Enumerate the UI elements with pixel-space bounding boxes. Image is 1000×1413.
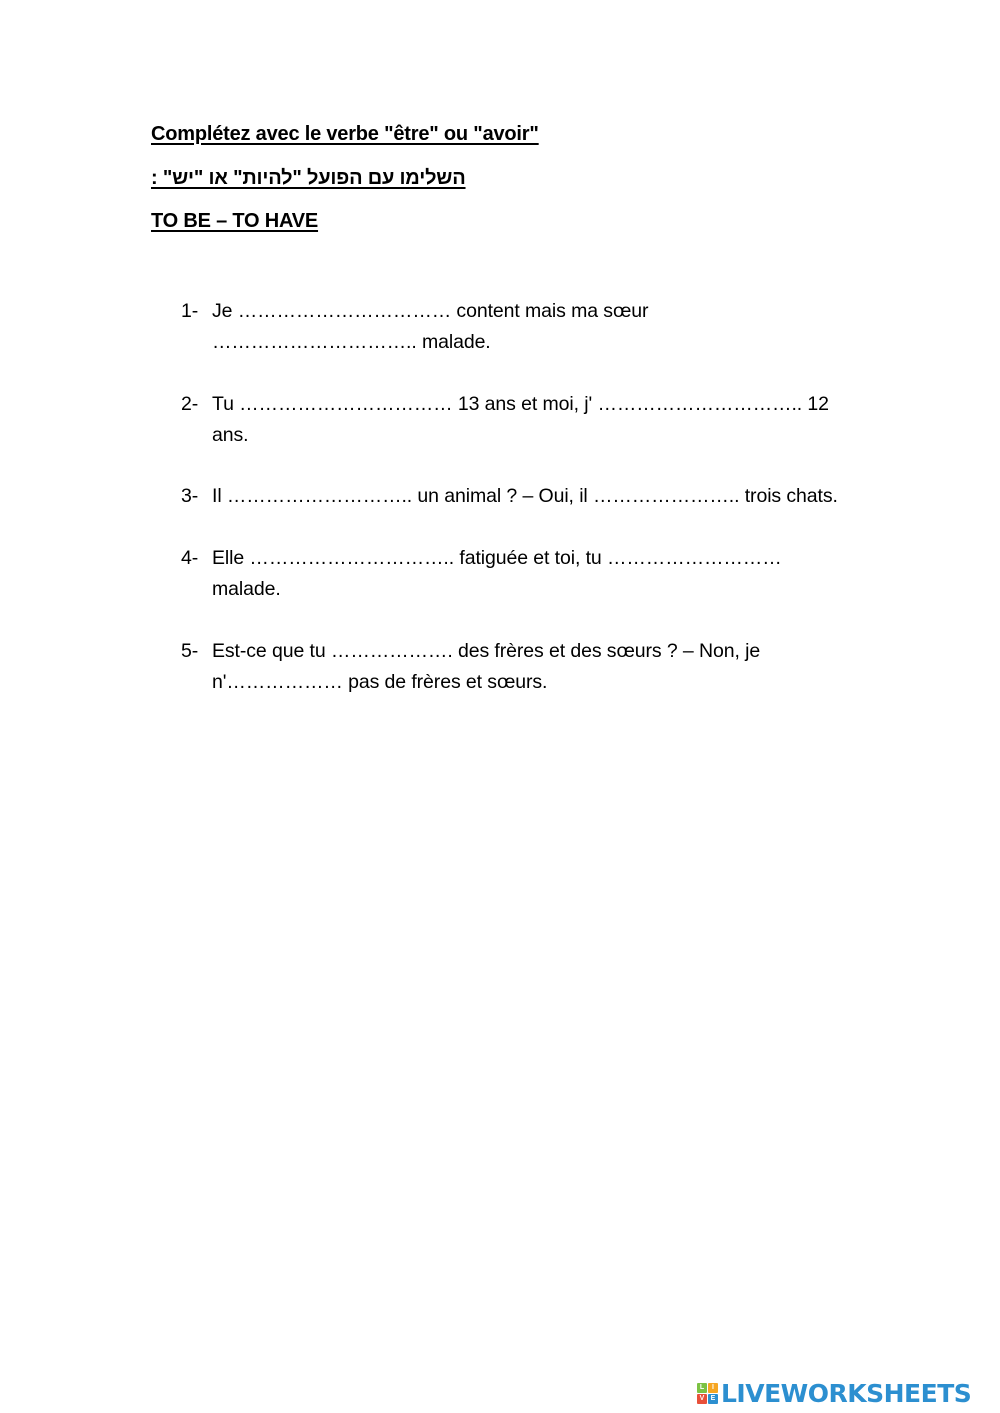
exercise-number: 1- — [181, 300, 199, 322]
exercise-text: Il ……………………….. un animal ? – Oui, il ………………….. trois chats. — [212, 485, 838, 507]
exercise-item-4 — [181, 543, 841, 605]
heading-english: TO BE – TO HAVE — [151, 210, 319, 232]
logo-tile-e: E — [708, 1394, 718, 1404]
exercise-text: Elle ………………………….. fatiguée et toi, tu ……………………… malade. — [212, 547, 782, 600]
heading-hebrew: השלימו עם הפועל "להיות" או "יש" : — [151, 167, 466, 189]
exercise-number: 3- — [181, 485, 199, 507]
liveworksheets-logo — [697, 1376, 971, 1410]
liveworksheets-logo-icon — [697, 1383, 718, 1404]
heading-french: Complétez avec le verbe "être" ou "avoir" — [151, 123, 539, 145]
liveworksheets-logo-text: LIVEWORKSHEETS — [721, 1378, 972, 1408]
exercise-item-5 — [181, 636, 841, 698]
logo-tile-i: I — [708, 1383, 718, 1393]
logo-tile-l: L — [697, 1383, 707, 1393]
exercise-text: Je …………………………… content mais ma sœur ………………………….. malade. — [212, 300, 649, 353]
exercise-number: 2- — [181, 393, 199, 415]
exercise-text: Est-ce que tu ………………. des frères et des sœurs ? – Non, je n'……………… pas de frères et sœurs. — [212, 640, 761, 693]
exercise-item-1 — [181, 296, 841, 358]
logo-tile-v: V — [697, 1394, 707, 1404]
exercise-item-3 — [181, 481, 841, 512]
exercise-text: Tu …………………………… 13 ans et moi, j' ………………………….. 12 ans. — [212, 393, 829, 446]
exercise-item-2 — [181, 389, 841, 451]
exercise-number: 4- — [181, 547, 199, 569]
exercise-number: 5- — [181, 640, 199, 662]
